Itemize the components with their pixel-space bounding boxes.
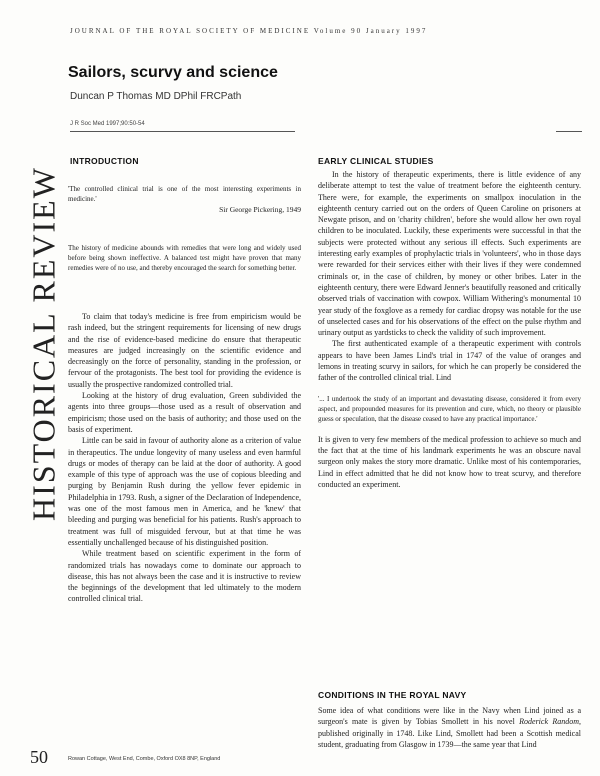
early-paragraph-1: In the history of therapeutic experiments, there is little evidence of any deliberate attempt to test the value of treatment before the eighteenth century. There were, for example, the experiments on smallpox inoculation in the eighteenth century carried out on the orders of Queen Caroline on prisoners at Newgate prison, and on 'charity children', before she would allow her own royal children to be inoculated. Luckily, these experiments were successful in that the subjects were protected without any serious ill effects. Such experiments are interesting early examples of prophylactic trials in 'volunteers', who in those days were rewarded for their services either with their lives if they were condemned criminals or, in the case of children, by money or other bribes. Later in the eighteenth century, there were Edward Jenner's beautifully reasoned and critically observed trials of vaccination with cowpox. William Withering's monumental 10 year study of the foxglove as a remedy for cardiac dropsy was notable for the use of unselected cases and for his observations of the effect on the pulse rhythm and urinary output as yardsticks to check the validity of such improvement. [318,170,581,338]
introduction-body [68,311,301,605]
epigraph-text: 'The controlled clinical trial is one of the most interesting experiments in medicine.' [68,185,301,203]
royal-navy-heading: CONDITIONS IN THE ROYAL NAVY [318,690,467,700]
journal-running-header: JOURNAL OF THE ROYAL SOCIETY OF MEDICINE Volume 90 January 1997 [70,27,428,35]
intro-paragraph-2: Looking at the history of drug evaluation, Green subdivided the agents into three groups—those used as a result of observation and empiricism; those used on the basis of authority; and those used on the basis of experiment. [68,391,301,434]
intro-paragraph-1: To claim that today's medicine is free from empiricism would be rash indeed, but the stringent requirements for licensing of new drugs and the rise of evidence-based medicine do ensure that therapeutic measures are judged increasingly on the scientific evidence and decreasingly on the force of personality, standing in the profession, or fervour of the protagonists. The best tool for providing the evidence is usually the prospective randomized controlled trial. [68,312,301,389]
royal-navy-body [318,705,581,750]
early-studies-body [318,169,581,490]
navy-text-end: , published originally in 1748. Like Lind, Smollett had been a Scottish medical student, graduating from Glasgow in 1739—the same year that Lind [318,717,581,749]
header-rule-right [556,131,582,132]
intro-paragraph-4: While treatment based on scientific experiment in the form of randomized trials has nowadays come to dominate our approach to disease, this has not always been the case and it is instructive to review the beginnings of the development that led ultimately to the modern controlled clinical trial. [68,549,301,604]
introduction-heading: INTRODUCTION [70,156,139,166]
section-side-label: HISTORICAL REVIEW [25,166,62,521]
navy-text-start: Some idea of what conditions were like in the Navy when Lind joined as a surgeon's mate is given by Tobias Smollett in his novel [318,706,581,727]
lind-quote: '... I undertook the study of an important and devastating disease, considered it from every aspect, and propounded measures for its prevention and cure, which, no theory or plausible guess or speculation, that the disease ceased to have any practical importance.' [318,394,581,423]
abstract: The history of medicine abounds with remedies that were long and widely used before being shown ineffective. A balanced test might have proven that many remedies were of no use, and thereby encouraged the search for something better. [68,244,301,272]
early-paragraph-3: It is given to very few members of the medical profession to achieve so much and the fact that at the time of his landmark experiments he was an obscure naval surgeon only makes the story more dramatic. Unlike most of his contemporaries, Lind in effect admitted that he did not know how to treat scurvy, and therefore conducted an experiment. [318,434,581,489]
article-title: Sailors, scurvy and science [68,64,278,81]
author-address: Rowan Cottage, West End, Combe, Oxford OX8 8NP, England [68,756,221,762]
novel-title: Roderick Random [519,717,579,727]
intro-paragraph-3: Little can be said in favour of authority alone as a criterion of value in therapeutics. The undue longevity of many useless and even harmful drugs or modes of therapy can be laid at the door of authority. A good example of this type of approach was the use of copious bleeding and purging by Benjamin Rush during the yellow fever epidemic in Philadelphia in 1793. Rush, a signer of the Declaration of Independence, was one of the most famous men in America, and he 'knew' that bleeding and purging was beneficial for his patients. Rush's approach to treatment was full of misguided fervour, but at that time he was essentially unchallenged because of his distinguished position. [68,436,301,547]
epigraph-author: Sir George Pickering, 1949 [219,205,301,214]
page-number: 50 [30,747,48,767]
article-authors: Duncan P Thomas MD DPhil FRCPath [70,91,242,102]
navy-paragraph-1 [318,705,581,750]
early-studies-heading: EARLY CLINICAL STUDIES [318,156,434,166]
early-paragraph-2: The first authenticated example of a therapeutic experiment with controls appears to have been James Lind's trial in 1747 of the value of oranges and lemons in treating scurvy in sailors, for which he can properly be considered the father of the controlled clinical trial. Lind [318,339,581,383]
epigraph [68,184,301,215]
header-rule-left [70,131,295,132]
article-citation: J R Soc Med 1997;90:50-54 [70,121,145,127]
